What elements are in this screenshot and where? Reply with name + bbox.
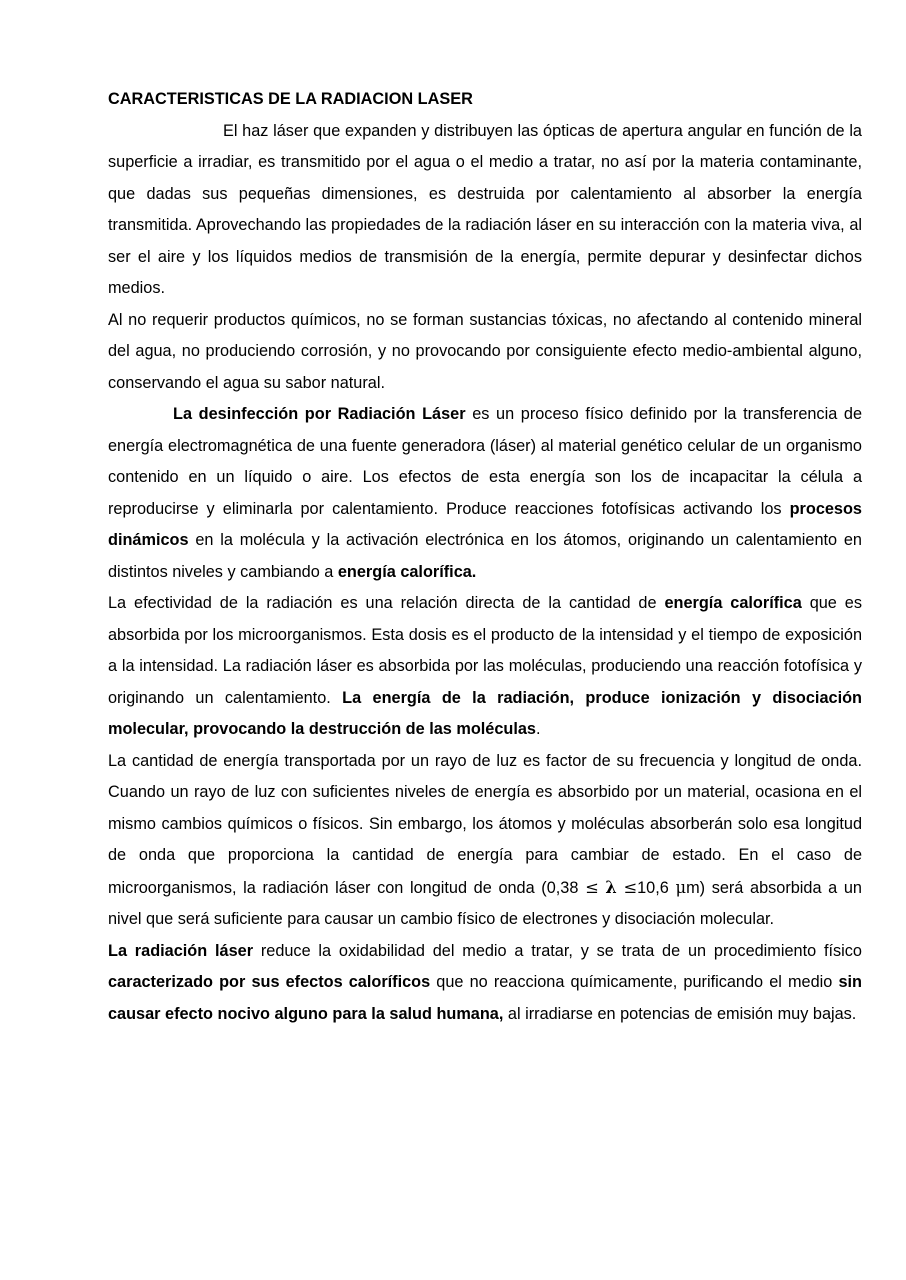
paragraph-4: [108, 588, 862, 746]
p3-bold-1: La desinfección por Radiación Láser: [173, 405, 466, 423]
p6-bold-1: La radiación láser: [108, 941, 254, 960]
p3-text-2: en la molécula y la activación electrónica en los átomos, originando un calentamiento en distintos niveles y cambiando a: [108, 531, 862, 581]
micro-symbol: μ: [675, 877, 687, 897]
p3-bold-2: procesos dinámicos: [108, 499, 862, 549]
p4-bold-2: La energía de la radiación, produce ionización y disociación molecular, provocando la destrucción de las moléculas: [108, 688, 862, 738]
less-equal-symbol-2: ≤: [623, 877, 638, 897]
document-title: CARACTERISTICAS DE LA RADIACION LASER: [108, 90, 473, 108]
paragraph-6: [108, 936, 862, 1031]
lambda-symbol: λ: [605, 877, 617, 897]
p3-text-1: es un proceso físico definido por la transferencia de energía electromagnética de una fuente generadora (láser) al material genético celular de un organismo contenido en un líquido o aire. Los efectos de esta energía son los de incapacitar la célula a reproducirse y eliminarla por calentamiento. Produce reacciones fotofísicas activando los: [108, 405, 862, 518]
p6-text-3: al irradiarse en potencias de emisión muy bajas.: [503, 1004, 857, 1023]
p6-text-1: reduce la oxidabilidad del medio a tratar, y se trata de un procedimiento físico: [253, 941, 862, 960]
p4-bold-1: energía calorífica: [664, 594, 802, 612]
paragraph-2: Al no requerir productos químicos, no se forman sustancias tóxicas, no afectando al contenido mineral del agua, no produciendo corrosión, y no provocando por consiguiente efecto medio-ambiental alguno, conservando el agua su sabor natural.: [108, 310, 862, 392]
p6-bold-2: caracterizado por sus efectos caloríficos: [108, 973, 431, 991]
p5-text-1: La cantidad de energía transportada por un rayo de luz es factor de su frecuencia y longitud de onda. Cuando un rayo de luz con suficientes niveles de energía es absorbido por un material, ocasiona en el mismo cambios químicos o físicos. Sin embargo, los átomos y moléculas absorberán solo esa longitud de onda que proporciona la cantidad de energía para cambiar de estado. En el caso de microorganismos, la radiación láser con longitud de onda (0,38: [108, 751, 862, 897]
paragraph-3: [108, 399, 862, 588]
less-equal-symbol-1: ≤: [585, 877, 599, 897]
paragraph-1: El haz láser que expanden y distribuyen las ópticas de apertura angular en función de la superficie a irradiar, es transmitido por el agua o el medio a tratar, no así por la materia contaminante, que dadas sus pequeñas dimensiones, es destruida por calentamiento al absorber la energía transmitida. Aprovechando las propiedades de la radiación láser en su interacción con la materia viva, al ser el aire y los líquidos medios de transmisión de la energía, permite depurar y desinfectar dichos medios.: [108, 121, 862, 297]
p4-text-3: .: [535, 720, 541, 738]
paragraph-5: [108, 746, 862, 936]
p3-bold-3: energía calorífica.: [337, 562, 477, 581]
p5-text-4: 10,6: [637, 878, 676, 897]
p6-text-2: que no reacciona químicamente, purificando el medio: [430, 973, 839, 991]
p4-text-2: que es absorbida por los microorganismos. Esta dosis es el producto de la intensidad y el tiempo de exposición a la intensidad. La radiación láser es absorbida por las moléculas, produciendo una reacción fotofísica y originando un calentamiento.: [108, 594, 862, 707]
p6-bold-3: sin causar efecto nocivo alguno para la salud humana,: [108, 973, 862, 1023]
p5-text-5: m) será absorbida a un nivel que será suficiente para causar un cambio físico de electrones y disociación molecular.: [108, 878, 862, 928]
p4-text-1: La efectividad de la radiación es una relación directa de la cantidad de: [108, 594, 665, 612]
